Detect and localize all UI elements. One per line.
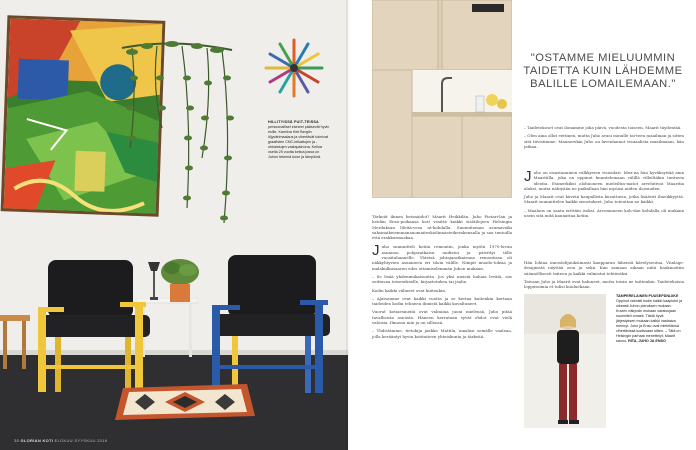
kitchen-photo [372, 0, 512, 198]
paragraph: – Olen aina ollut eettinen, mutta Juho avasi minulle tai-teen maailman ja sitten sitä tiivistimme. Maunerskin Juho on lavenlannut visuaalista maailmaani, hän jatkaa. [524, 133, 684, 149]
patterned-rug [115, 384, 255, 420]
body-column-c [524, 260, 684, 292]
caption-body: Oppinut valmisti kodin kaikki kaapistot ja oikeasti Juhon pieruksen mukaan. Kuvien näkyvän mukaan varaisujaan suunniteli omasti. Tästä hyvä järjestyksen mukaan kaikki vastaava mennyt. Juho ja Enso ovat mielellänsä vihertävissä kodissaan sitten. – Tätä on Helsingin parhaat menettelyt, Maarit sanoo. [616, 299, 682, 343]
paragraph: uho on sisustanninen välkkyvien visioidari. Idea-na hän hyväksyttää aina Maaritilla, joka on oppinut kuuntelemaan välillä villeiltäkin tuntuvia ideoita. Esimerkiksi olohuoneen mieleiltin-matot arvelutivat Maaritia aluksi, mutta nähtyään ne paikallaan hän myönsi niiden iloisuuden. [524, 170, 684, 191]
body-column-left [372, 214, 512, 342]
armchair-yellow [30, 255, 160, 395]
paragraph: – Maalaus on saatu erittäin isoksi. Arvomuneen koh-dan kohdalla oli mukana usein sitä mitä kannattaa kotiin. [524, 207, 684, 219]
paragraph: – Taidetekoset ovat ilonamme joka päivä, vuodesta toiseen, Maarit täydentää. [524, 125, 682, 130]
sunburst-wall-clock [262, 36, 326, 100]
paragraph: Vuorut kotiaesineitä ovat valmiina juoni mielensä, Juho pitää tavallisista asioista. Häneen kerrataan syvät ehdot ovat vielä valoisia. Ilmassa niin ja on sillensä. [372, 309, 512, 326]
caption-heading: TAMPERELAINEN PUUSEPÄNLIIKE [616, 294, 679, 298]
page-number: 38 [14, 438, 20, 443]
paragraph: Kodin kaikki välineet ovat kuitenkin. [372, 287, 447, 293]
issue-date: ELOKUU-SYYSKUU 2016 [54, 438, 108, 443]
drop-cap: J [372, 242, 380, 260]
drop-cap: J [524, 168, 532, 185]
paragraph: – Se lisää yhdenmukaisuutta. Jos yksi meistä haluaa levätä, siis soittavaa toisenekselle, kirjastotukea tai jaalia. [372, 273, 512, 285]
right-page [348, 0, 696, 450]
page-folio-left [14, 438, 107, 443]
hanging-plant [112, 38, 252, 228]
photo-caption-right [616, 294, 682, 344]
paragraph: – Ajatsemme ovat kaikki vuotta ja se kertaa kuitenkin kertaan taideiden kodin tehneen ihmistä kaikki kuvaltuneet. [372, 295, 512, 307]
caption-heading: HILLITYISSÄ PUIT-TEISSA [268, 120, 319, 124]
paragraph: uho suunnitteli kotiin remontin, jonka myötä 1970-luvun asunnon pohjaratkaisu uudistui ja päivittyi tälle vuosituhannelle. Yhteisä johtajaratkaisuna remontissa oli näkkyhtyvien asuaineen eri tiloin välille. Nimpit muodo-toksia ja malakulkusaaren edes ottamiselemmän Juhon mukaan. [372, 244, 512, 271]
pull-quote: "OSTAMME MIELUUMMIN TAIDETTA KUIN LÄHDEMME BALILLE LOMAILEMAAN." [523, 52, 683, 90]
intro-column [524, 125, 684, 152]
photo-caption-left [268, 120, 330, 160]
potted-plant [160, 258, 200, 304]
paragraph: Tärkeät ikinen betsnäidot? Maarit Heikkilän. Juho Pietari-lan ja heidän Enso-poikansa koti vesittä kaikki sisätilojeen Helsingin Meriluksan lileitä-vesa nt-kohdalla. Suunniteman asumavaiki saksinoikeiemmanauomaiteskiolinnasteikerakenaalla ja saa tuntoilla että erakkurmuskaa. [372, 214, 512, 241]
paragraph: Juho ja Maarit ovat kiivetä kaupallista kuvattuvia, jotka lisäävät ilmeikkyyttä. Maarit suunnittelee kaikki sisustukset, Juho toteuttaa ne kaikki. [524, 194, 684, 205]
caption-body: persoonalliset esineet pääsevät hyvin esille. Kamiina Heli Berglin öljyvärimaalaus ja vihertävät toimivat graafisten CNC-leikattujen ja -ohkaistujen vastapainona. Kelloa osella 25 vuotta kelloa jossa on Juhon tekemä kone ja lämpöinä. [268, 125, 330, 159]
paragraph: Hän lohtaa innostelijuuksiinasti kaupparan läheistä kävelyseutua. Viinlage-designistä näyttää osin ja sekä. Kun samaan aikaan niitä hankinoitiin säännöllisesti taiteen ja kaikki valmistui tehtäväksi. [524, 260, 684, 276]
armchair-blue [200, 250, 340, 395]
body-column-b [524, 170, 684, 221]
paragraph: – Yhdistämme, tietokija jaakko Mattila, maalasi seinälle vaaleaa, jolla kerääntyi hyvin kotitaiteen yhteiskunta ja tärkeää. [372, 328, 512, 339]
portrait-photo [524, 294, 606, 428]
magazine-name: GLORIAN KOTI [20, 438, 54, 443]
spread-gutter [346, 0, 350, 450]
paragraph: Taivaan Juho ja Maarit ovat haluneet, mutta toisin ne taittenkin. Taidetekoisia lopputoimia et tulisi kuuluekaan. [524, 278, 684, 290]
wooden-stool [0, 315, 30, 370]
caption-subheading: RITA, JUHO JA ENSO [628, 339, 666, 343]
